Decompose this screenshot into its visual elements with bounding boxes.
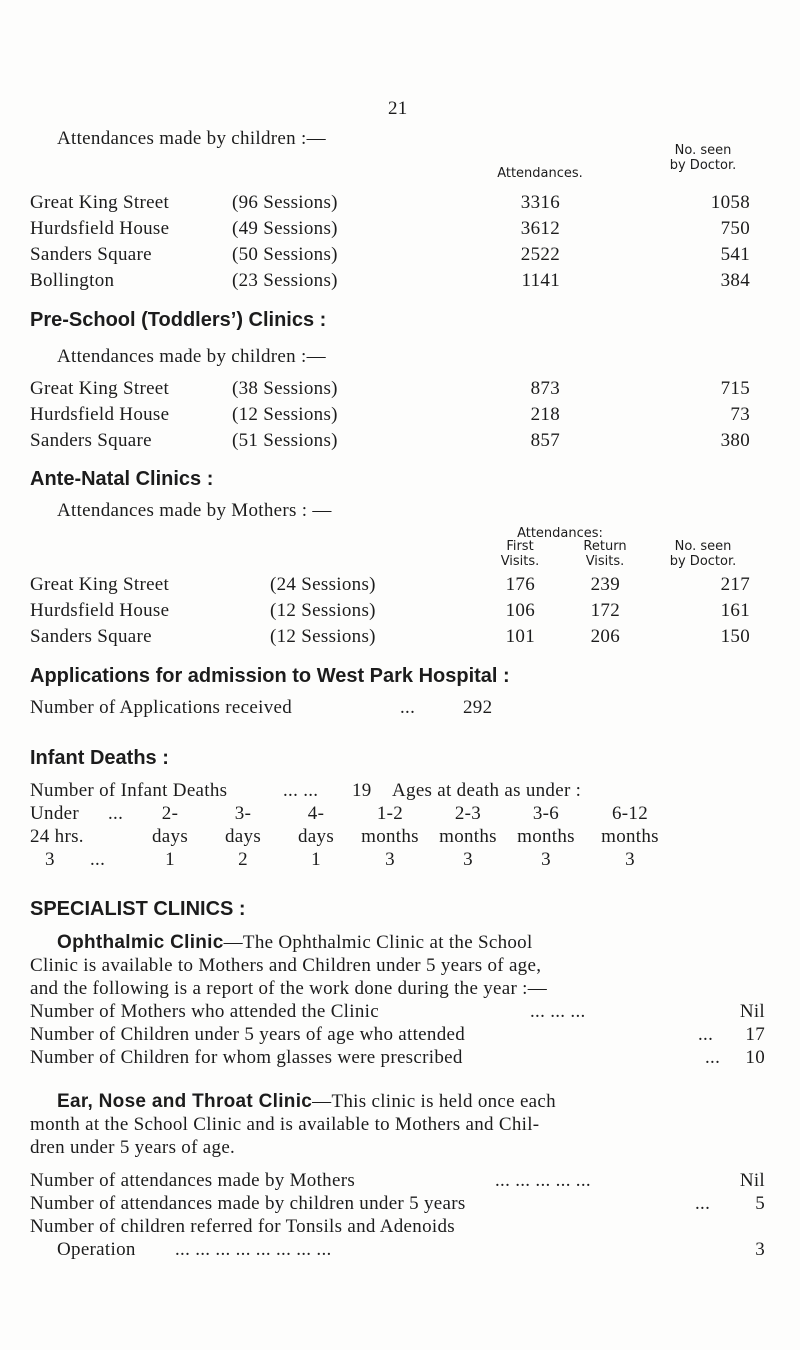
clinic-sessions: (12 Sessions): [232, 404, 338, 425]
clinic-sessions: (51 Sessions): [232, 430, 338, 451]
clinic-sessions: (23 Sessions): [232, 270, 338, 291]
infant-deaths-dots: ... ...: [283, 780, 319, 801]
age-range: 3-: [234, 803, 252, 824]
ent-paragraph-line3: dren under 5 years of age.: [30, 1137, 236, 1158]
clinic-attendances: 218: [530, 404, 560, 425]
age-count: 3: [385, 849, 395, 870]
clinic-attendances: 3612: [520, 218, 560, 239]
ent-item-label: Number of attendances made by Mothers: [30, 1170, 356, 1191]
under24-count: 3: [45, 849, 55, 870]
col-header-seen: [648, 143, 758, 173]
age-range: 6-12: [611, 803, 649, 824]
col-header-seen-line2: by Doctor.: [669, 158, 737, 173]
infant-deaths-label: Number of Infant Deaths: [30, 780, 228, 801]
clinic-seen: 384: [720, 270, 750, 291]
ophthalmic-line1-text: —The Ophthalmic Clinic at the School: [223, 932, 533, 953]
ages-at-death-label: Ages at death as under :: [392, 780, 582, 801]
ent-item-value: 5: [755, 1193, 765, 1214]
ophthalmic-paragraph-line3: and the following is a report of the work done during the year :—: [30, 978, 548, 999]
age-range: 1-2: [376, 803, 404, 824]
clinic-attendances: 873: [530, 378, 560, 399]
ent-paragraph-line2: month at the School Clinic and is available to Mothers and Chil-: [30, 1114, 540, 1135]
ent-referred-value: 3: [755, 1239, 765, 1260]
ophthalmic-title: Ophthalmic Clinic: [57, 932, 224, 953]
ophthalmic-paragraph-line2: Clinic is available to Mothers and Children under 5 years of age,: [30, 955, 542, 976]
ent-item-dots: ...: [695, 1193, 711, 1214]
ent-title: Ear, Nose and Throat Clinic: [57, 1091, 313, 1112]
age-unit: months: [361, 826, 419, 847]
ent-referred-dots: ... ... ... ... ... ... ... ...: [175, 1239, 332, 1260]
clinic-seen: 150: [720, 626, 750, 647]
ophthalmic-item-dots: ...: [698, 1024, 714, 1045]
ent-referred-line1: Number of children referred for Tonsils and Adenoids: [30, 1216, 455, 1237]
page-number: 21: [388, 98, 408, 119]
west-park-dots: ...: [400, 697, 416, 718]
col-header-attendances-group: Attendances:: [517, 526, 603, 541]
return-visits: 206: [590, 626, 620, 647]
under-dots: ...: [108, 803, 124, 824]
col-header-return-line2: Visits.: [585, 554, 625, 569]
clinic-sessions: (24 Sessions): [270, 574, 376, 595]
clinic-seen: 217: [720, 574, 750, 595]
clinic-sessions: (49 Sessions): [232, 218, 338, 239]
ent-item-dots: ... ... ... ... ...: [495, 1170, 591, 1191]
clinic-name: Hurdsfield House: [30, 404, 170, 425]
age-count: 3: [463, 849, 473, 870]
clinic-attendances: 3316: [520, 192, 560, 213]
clinic-sessions: (12 Sessions): [270, 626, 376, 647]
ophthalmic-item-label: Number of Children under 5 years of age who attended: [30, 1024, 466, 1045]
age-range: 3-6: [532, 803, 560, 824]
ent-paragraph-line1: [57, 1091, 556, 1113]
west-park-heading: Applications for admission to West Park Hospital :: [30, 665, 510, 687]
ophthalmic-paragraph-line1: [57, 932, 533, 954]
ent-line1-text: —This clinic is held once each: [312, 1091, 556, 1112]
ent-item-value: Nil: [739, 1170, 765, 1191]
col-header-seen-line2: by Doctor.: [669, 554, 737, 569]
age-range: 2-3: [454, 803, 482, 824]
first-visits: 106: [505, 600, 535, 621]
clinic-name: Sanders Square: [30, 430, 152, 451]
age-unit: months: [439, 826, 497, 847]
age-unit: days: [151, 826, 189, 847]
clinic-sessions: (96 Sessions): [232, 192, 338, 213]
clinic-seen: 161: [720, 600, 750, 621]
antenatal-intro: Attendances made by Mothers : —: [57, 500, 332, 521]
clinic-seen: 73: [730, 404, 750, 425]
ophthalmic-item-dots: ...: [705, 1047, 721, 1068]
first-visits: 101: [505, 626, 535, 647]
age-range: 4-: [307, 803, 325, 824]
infant-deaths-total: 19: [352, 780, 372, 801]
clinic-name: Sanders Square: [30, 626, 152, 647]
age-unit: months: [517, 826, 575, 847]
clinic-seen: 1058: [710, 192, 750, 213]
specialist-heading: SPECIALIST CLINICS :: [30, 898, 246, 920]
age-unit: days: [224, 826, 262, 847]
col-header-seen-line1: No. seen: [674, 539, 732, 554]
return-visits: 239: [590, 574, 620, 595]
col-header-seen: [648, 539, 758, 569]
count-dots: ...: [90, 849, 106, 870]
under-label: Under: [30, 803, 79, 824]
clinic-name: Great King Street: [30, 574, 170, 595]
col-header-seen-line1: No. seen: [674, 143, 732, 158]
col-header-first: [485, 539, 555, 569]
ophthalmic-item-dots: ... ... ...: [530, 1001, 586, 1022]
age-count: 3: [541, 849, 551, 870]
clinic-sessions: (50 Sessions): [232, 244, 338, 265]
age-count: 1: [165, 849, 175, 870]
ent-referred-line2: Operation: [57, 1239, 136, 1260]
col-header-first-line2: Visits.: [500, 554, 540, 569]
age-unit: days: [297, 826, 335, 847]
col-header-return: [565, 539, 645, 569]
hrs-label: 24 hrs.: [30, 826, 84, 847]
antenatal-heading: Ante-Natal Clinics :: [30, 468, 214, 490]
clinic-name: Great King Street: [30, 378, 170, 399]
col-header-first-line1: First: [506, 539, 534, 554]
clinic-seen: 380: [720, 430, 750, 451]
ent-item-label: Number of attendances made by children under 5 years: [30, 1193, 466, 1214]
clinic-name: Hurdsfield House: [30, 600, 170, 621]
west-park-label: Number of Applications received: [30, 697, 293, 718]
infant-deaths-heading: Infant Deaths :: [30, 747, 169, 769]
age-count: 3: [625, 849, 635, 870]
ophthalmic-item-label: Number of Mothers who attended the Clinic: [30, 1001, 379, 1022]
clinic-attendances: 857: [530, 430, 560, 451]
clinic-name: Great King Street: [30, 192, 170, 213]
col-header-return-line1: Return: [583, 539, 627, 554]
west-park-value: 292: [463, 697, 493, 718]
age-range: 2-: [161, 803, 179, 824]
clinic-seen: 541: [720, 244, 750, 265]
preschool-heading: Pre-School (Toddlers’) Clinics :: [30, 309, 327, 331]
return-visits: 172: [590, 600, 620, 621]
ophthalmic-item-value: 10: [745, 1047, 765, 1068]
clinic-name: Sanders Square: [30, 244, 152, 265]
age-count: 2: [238, 849, 248, 870]
clinic-seen: 750: [720, 218, 750, 239]
clinic-name: Bollington: [30, 270, 115, 291]
clinic-sessions: (38 Sessions): [232, 378, 338, 399]
age-count: 1: [311, 849, 321, 870]
age-unit: months: [601, 826, 659, 847]
clinic-seen: 715: [720, 378, 750, 399]
preschool-intro: Attendances made by children :—: [57, 346, 326, 367]
first-visits: 176: [505, 574, 535, 595]
ophthalmic-item-value: Nil: [739, 1001, 765, 1022]
ophthalmic-item-label: Number of Children for whom glasses were prescribed: [30, 1047, 463, 1068]
clinics-intro: Attendances made by children :—: [57, 128, 326, 149]
clinic-attendances: 2522: [520, 244, 560, 265]
clinic-name: Hurdsfield House: [30, 218, 170, 239]
ophthalmic-item-value: 17: [745, 1024, 765, 1045]
col-header-attendances: Attendances.: [497, 166, 583, 181]
clinic-attendances: 1141: [521, 270, 560, 291]
clinic-sessions: (12 Sessions): [270, 600, 376, 621]
